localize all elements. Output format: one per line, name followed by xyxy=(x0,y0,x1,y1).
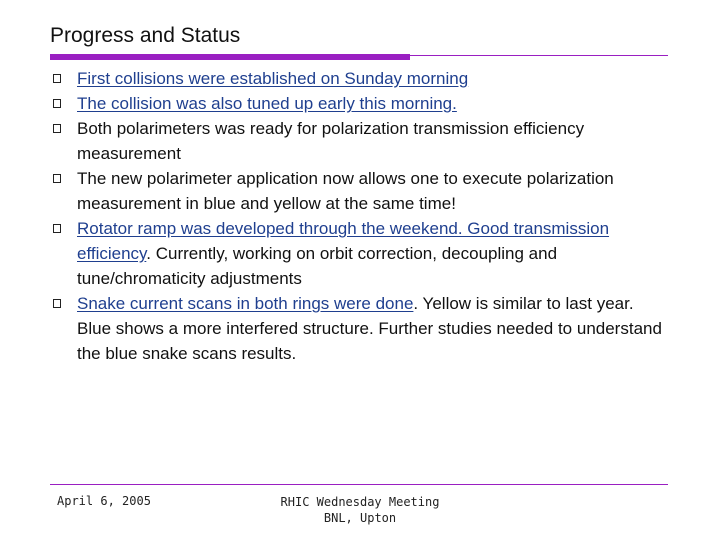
footer-date: April 6, 2005 xyxy=(57,494,151,508)
bullet-link[interactable]: Rotator ramp was developed through the weekend. Good transmission efficiency xyxy=(77,219,610,263)
bullet-item xyxy=(50,66,670,91)
bullet-item xyxy=(50,291,670,366)
bullet-link[interactable]: Snake current scans in both rings were done xyxy=(77,294,414,313)
bullet-text: . Currently, working on orbit correction, decoupling and tune/chromaticity adjustments xyxy=(77,244,558,288)
slide-title: Progress and Status xyxy=(50,24,241,47)
footer-rule xyxy=(50,484,668,485)
bullet-item xyxy=(50,166,670,216)
bullet-item xyxy=(50,216,670,291)
square-bullet-icon xyxy=(53,299,61,308)
footer-meeting-location: BNL, Upton xyxy=(323,511,397,525)
square-bullet-icon xyxy=(53,224,61,233)
bullet-text: . Yellow is similar to last year. Blue shows a more interfered structure. Further studies needed to understand the blue snake scans results. xyxy=(77,294,662,363)
bullet-text: The new polarimeter application now allows one to execute polarization measurement in blue and yellow at the same time! xyxy=(77,169,614,213)
bullet-item xyxy=(50,91,670,116)
square-bullet-icon xyxy=(53,174,61,183)
bullet-text: Both polarimeters was ready for polarization transmission efficiency measurement xyxy=(77,119,585,163)
bullet-link[interactable]: First collisions were established on Sunday morning xyxy=(77,69,469,88)
bullet-list xyxy=(50,66,670,366)
footer-meeting-title: RHIC Wednesday Meeting xyxy=(280,495,440,509)
title-rule-thick xyxy=(50,54,410,60)
square-bullet-icon xyxy=(53,99,61,108)
square-bullet-icon xyxy=(53,124,61,133)
footer-meeting xyxy=(250,494,470,526)
square-bullet-icon xyxy=(53,74,61,83)
bullet-link[interactable]: The collision was also tuned up early this morning. xyxy=(77,94,457,113)
title-rule-thin xyxy=(410,55,668,56)
bullet-item xyxy=(50,116,670,166)
